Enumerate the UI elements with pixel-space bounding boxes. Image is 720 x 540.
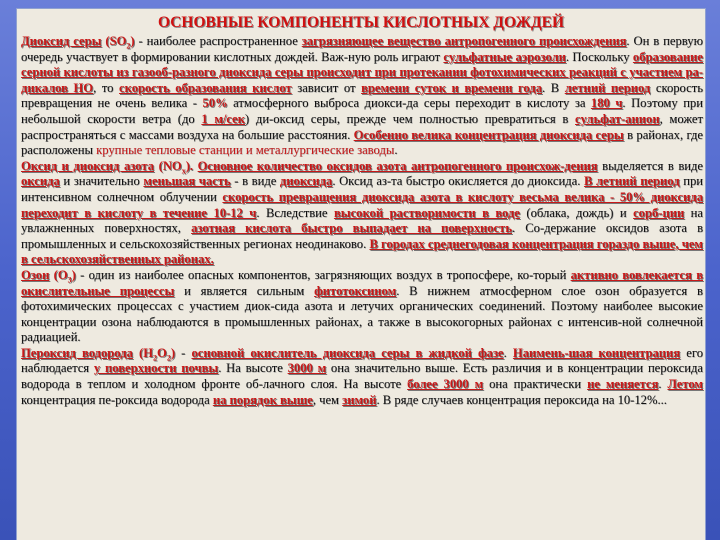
highlight: скорость превращения диоксида азота в кислоту весьма велика - 50% диоксида переходит в кислоту в течение 10-12 ч	[21, 189, 703, 220]
text: . Поскольку	[565, 49, 633, 64]
formula-sub: 2	[126, 41, 131, 51]
slide-body	[17, 34, 705, 408]
highlight: диоксида	[279, 174, 333, 189]
text: ) ди-оксид серы, прежде чем полностью превратиться в	[245, 111, 576, 126]
text: его наблюдается	[21, 345, 704, 376]
formula-o: O	[157, 345, 167, 360]
highlight: сульфат-анион	[575, 111, 660, 126]
text: .	[394, 143, 398, 158]
highlight: активно вовлекается в окислительные процессы	[21, 267, 704, 298]
highlight: фитотоксином	[314, 283, 397, 298]
highlight: 50%	[202, 96, 228, 111]
text: . Со-держание оксидов азота в промышленных и сельскохозяйственных регионах неодинаково.	[21, 221, 704, 251]
text: на 10-12%...	[602, 392, 667, 407]
text: , то	[93, 80, 120, 95]
text: атмосферного выброса диокси-да серы переходит в кислоту за	[227, 96, 591, 111]
text: . На высоте	[218, 361, 288, 376]
text: . Он в первую очередь участвует в формировании кислотных дождей. Важ-ную роль играют	[21, 34, 703, 64]
highlight: скорость образования кислот	[119, 80, 292, 95]
section-o3	[21, 268, 703, 344]
text: . Поэтому при небольшой скорости ветра (до	[21, 96, 703, 126]
highlight: у поверхности почвы	[93, 361, 219, 376]
text: . В ряде случаев концентрация пероксида	[376, 392, 603, 407]
slide-title: ОСНОВНЫЕ КОМПОНЕНТЫ КИСЛОТНЫХ ДОЖДЕЙ	[157, 14, 565, 31]
highlight: времени суток и времени года	[361, 80, 543, 95]
highlight: 1 м/сек	[201, 111, 246, 126]
section-h2o2	[21, 346, 703, 407]
text: скорость превращения не очень велика -	[21, 80, 703, 111]
text: , чем	[312, 392, 343, 407]
highlight: основной окислитель диоксида серы в жидкой фазе	[191, 345, 504, 360]
highlight: азотная кислота быстро выпадает на поверхность	[191, 221, 512, 236]
section-no2	[21, 159, 703, 267]
text: -	[175, 345, 192, 360]
highlight: летний период	[564, 80, 651, 95]
formula-nox: (NO	[154, 158, 182, 173]
term-ozone: Озон	[21, 267, 50, 282]
slide	[17, 9, 705, 540]
formula-sub: x	[181, 166, 186, 176]
highlight: не меняется	[587, 377, 659, 392]
text: на увлажненных поверхностях,	[21, 205, 703, 236]
formula-so2: (SO	[105, 34, 127, 48]
formula-sub: 2	[153, 353, 158, 363]
highlight: зимой	[342, 392, 377, 407]
text: . В	[542, 80, 565, 95]
text: зависит от	[291, 80, 362, 95]
text: и значительно	[59, 174, 144, 189]
highlight: В летний период	[583, 174, 680, 189]
highlight: образование серной кислоты из газооб-разного диоксида серы происходит при протекании фотохимических реакций с участием ра-дикалов НО	[21, 49, 703, 95]
highlight: крупные тепловые станции и металлургические заводы	[96, 143, 395, 158]
formula-o3: (O	[49, 267, 68, 282]
text: концентрация пе-роксида водорода	[21, 392, 213, 407]
term-nitrogen-oxides: Оксид и диоксид азота	[21, 158, 155, 173]
formula-close: )	[71, 267, 76, 282]
text: в районах, где расположены	[21, 127, 704, 158]
highlight: более 3000 м	[407, 377, 484, 392]
highlight: сульфатные аэрозоли	[443, 49, 566, 64]
text: . Оксид аз-та быстро окисляется до диоксида.	[332, 174, 584, 189]
highlight: 180 ч	[590, 96, 623, 111]
formula-close: )	[130, 34, 135, 48]
text: при интенсивном солнечном облучении	[21, 174, 704, 204]
text: . В нижнем атмосферном слое озон образуется в фотохимических процессах с участием диок-сида азота и летучих органических соединений. Поэтому наиболее высокие концентрации озона наблюдаются в промышленных районах, а также в высокогорных районах с интенсив-ной солнечной радиацией.	[21, 283, 703, 345]
term-hydrogen-peroxide: Пероксид водорода	[21, 345, 133, 360]
formula-close: ).	[185, 158, 198, 173]
highlight: Наимень-шая концентрация	[512, 345, 681, 360]
text: - один из наиболее опасных компонентов, загрязняющих воздух в тропосфере, ко-торый	[75, 267, 571, 282]
text: , может распространяться с массами воздуха на большие расстояния.	[21, 111, 703, 142]
text: .	[658, 377, 668, 392]
formula-h2o2: (H	[132, 345, 154, 360]
highlight: Основное количество оксидов азота антропогенного происхож-дения	[197, 158, 598, 173]
highlight: высокой растворимости в воде	[333, 205, 520, 220]
highlight: сорб-ции	[633, 205, 685, 220]
highlight: на порядок выше	[212, 392, 313, 407]
highlight: загрязняющее вещество антропогенного происхождения	[301, 34, 627, 48]
formula-sub: 3	[67, 275, 72, 285]
text: .	[503, 345, 513, 360]
text: - наиболее распространенное	[134, 34, 302, 48]
highlight: меньшая часть	[143, 174, 231, 189]
text: - в виде	[230, 174, 280, 189]
text: выделяется в виде	[597, 158, 704, 173]
formula-sub: 2	[166, 353, 171, 363]
highlight: оксида	[21, 174, 60, 189]
text: она значительно выше. Есть различия и в концентрации пероксида водорода в теплом и холодном фронте об-лачного слоя. На высоте	[21, 361, 703, 392]
term-sulfur-dioxide: Диоксид серы	[21, 34, 102, 48]
text: она практически	[483, 377, 588, 392]
highlight: В городах среднегодовая концентрация гораздо выше, чем в сельскохозяйственных районах.	[21, 236, 703, 267]
highlight: Особенно велика концентрация диоксида серы	[353, 127, 624, 142]
highlight: 3000 м	[287, 361, 327, 376]
formula-close: )	[170, 345, 176, 360]
highlight: Летом	[667, 377, 703, 392]
text: (облака, дождь) и	[519, 205, 634, 220]
section-so2	[21, 34, 703, 157]
text: . Вследствие	[256, 205, 334, 220]
text: и является сильным	[174, 283, 315, 298]
